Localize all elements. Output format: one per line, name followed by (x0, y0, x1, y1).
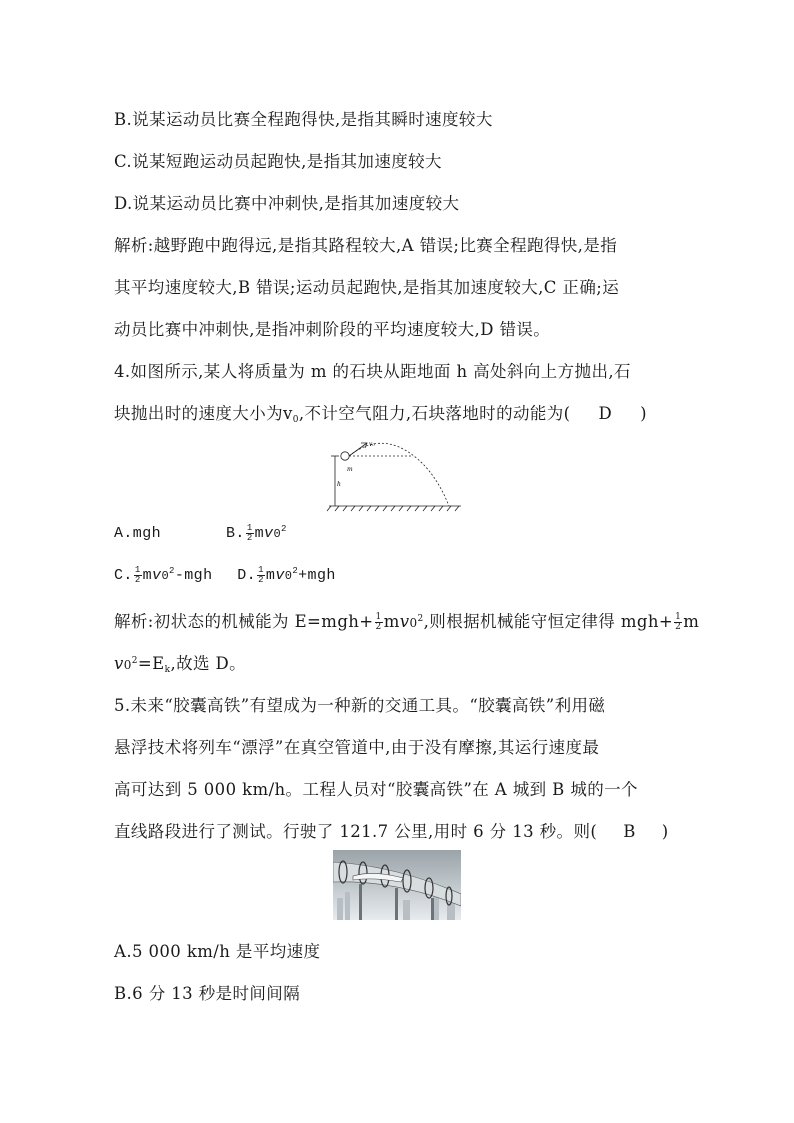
trajectory-path (349, 443, 449, 506)
q4-analysis-line-1: 解析:初状态的机械能为 E=mgh+ $\frac{1}{2}$ $mv0^2$,则根据机械能守恒定律得 mgh+ $\frac{1}{2}$ m (114, 612, 700, 632)
q4-option-d: D. $\frac{1}{2}$ $mv0^2+mgh$ (237, 565, 336, 585)
q3-analysis-line-1: 解析:越野跑中跑得远,是指其路程较大,A 错误;比赛全程跑得快,是指 (114, 236, 618, 255)
q4-stem-line-2 (114, 400, 647, 425)
q5-stem-line-3: 高可达到 5 000 km/h。工程人员对“胶囊高铁”在 A 城到 B 城的一个 (114, 780, 638, 799)
q3-option-d: D.说某运动员比赛中冲刺快,是指其加速度较大 (114, 194, 460, 213)
q4-stem-text-b: ,不计空气阻力,石块落地时的动能为( (298, 404, 571, 423)
ground-hatching (327, 506, 459, 511)
q4-stem-text-a: 块抛出时的速度大小为v (114, 404, 293, 423)
q5-option-a: A.5 000 km/h 是平均速度 (114, 942, 321, 961)
q4-analysis-line-2: $v0^2=E_k$,故选 D。 (114, 654, 247, 675)
q4-stem-line-1: 4.如图所示,某人将质量为 m 的石块从距地面 h 高处斜向上方抛出,石 (114, 362, 631, 381)
q5-stem-line-4: 直线路段进行了测试。行驶了 121.7 公里,用时 6 分 13 秒。则( B ) (114, 822, 669, 841)
q4-option-c: C. $\frac{1}{2}$ $mv0^2$-mgh (114, 565, 213, 585)
q4-stem-subscript: 0 (292, 415, 299, 425)
q4-options-row-1 (114, 524, 287, 543)
q3-analysis-line-2: 其平均速度较大,B 错误;运动员起跑快,是指其加速度较大,C 正确;运 (114, 278, 620, 297)
q5-stem-line-1: 5.未来“胶囊高铁”有望成为一种新的交通工具。“胶囊高铁”利用磁 (114, 696, 606, 715)
q3-option-b: B.说某运动员比赛全程跑得快,是指其瞬时速度较大 (114, 110, 493, 129)
q4-close-paren: ) (640, 404, 647, 423)
q4-option-a: A.mgh (114, 525, 162, 543)
q5-stem-line-2: 悬浮技术将列车“漂浮”在真空管道中,由于没有摩擦,其运行速度最 (114, 738, 600, 757)
q5-option-b: B.6 分 13 秒是时间间隔 (114, 984, 301, 1003)
q4-option-b: B. $\frac{1}{2}$ $mv0^2$ (226, 523, 287, 543)
label-m: m (347, 466, 353, 473)
q5-answer: B (623, 822, 636, 841)
q4-answer: D (598, 404, 613, 423)
label-v0: v₀ (369, 441, 375, 448)
velocity-arrow (349, 443, 367, 456)
q3-analysis-line-3: 动员比赛中冲刺快,是指冲刺阶段的平均速度较大,D 错误。 (114, 320, 551, 339)
capsule-train-photo (333, 850, 461, 920)
projectile-diagram (325, 440, 465, 512)
label-h: h (337, 481, 341, 488)
stone-ball (341, 452, 349, 460)
q3-option-c: C.说某短跑运动员起跑快,是指其加速度较大 (114, 152, 442, 171)
q4-options-row-2 (114, 566, 336, 585)
